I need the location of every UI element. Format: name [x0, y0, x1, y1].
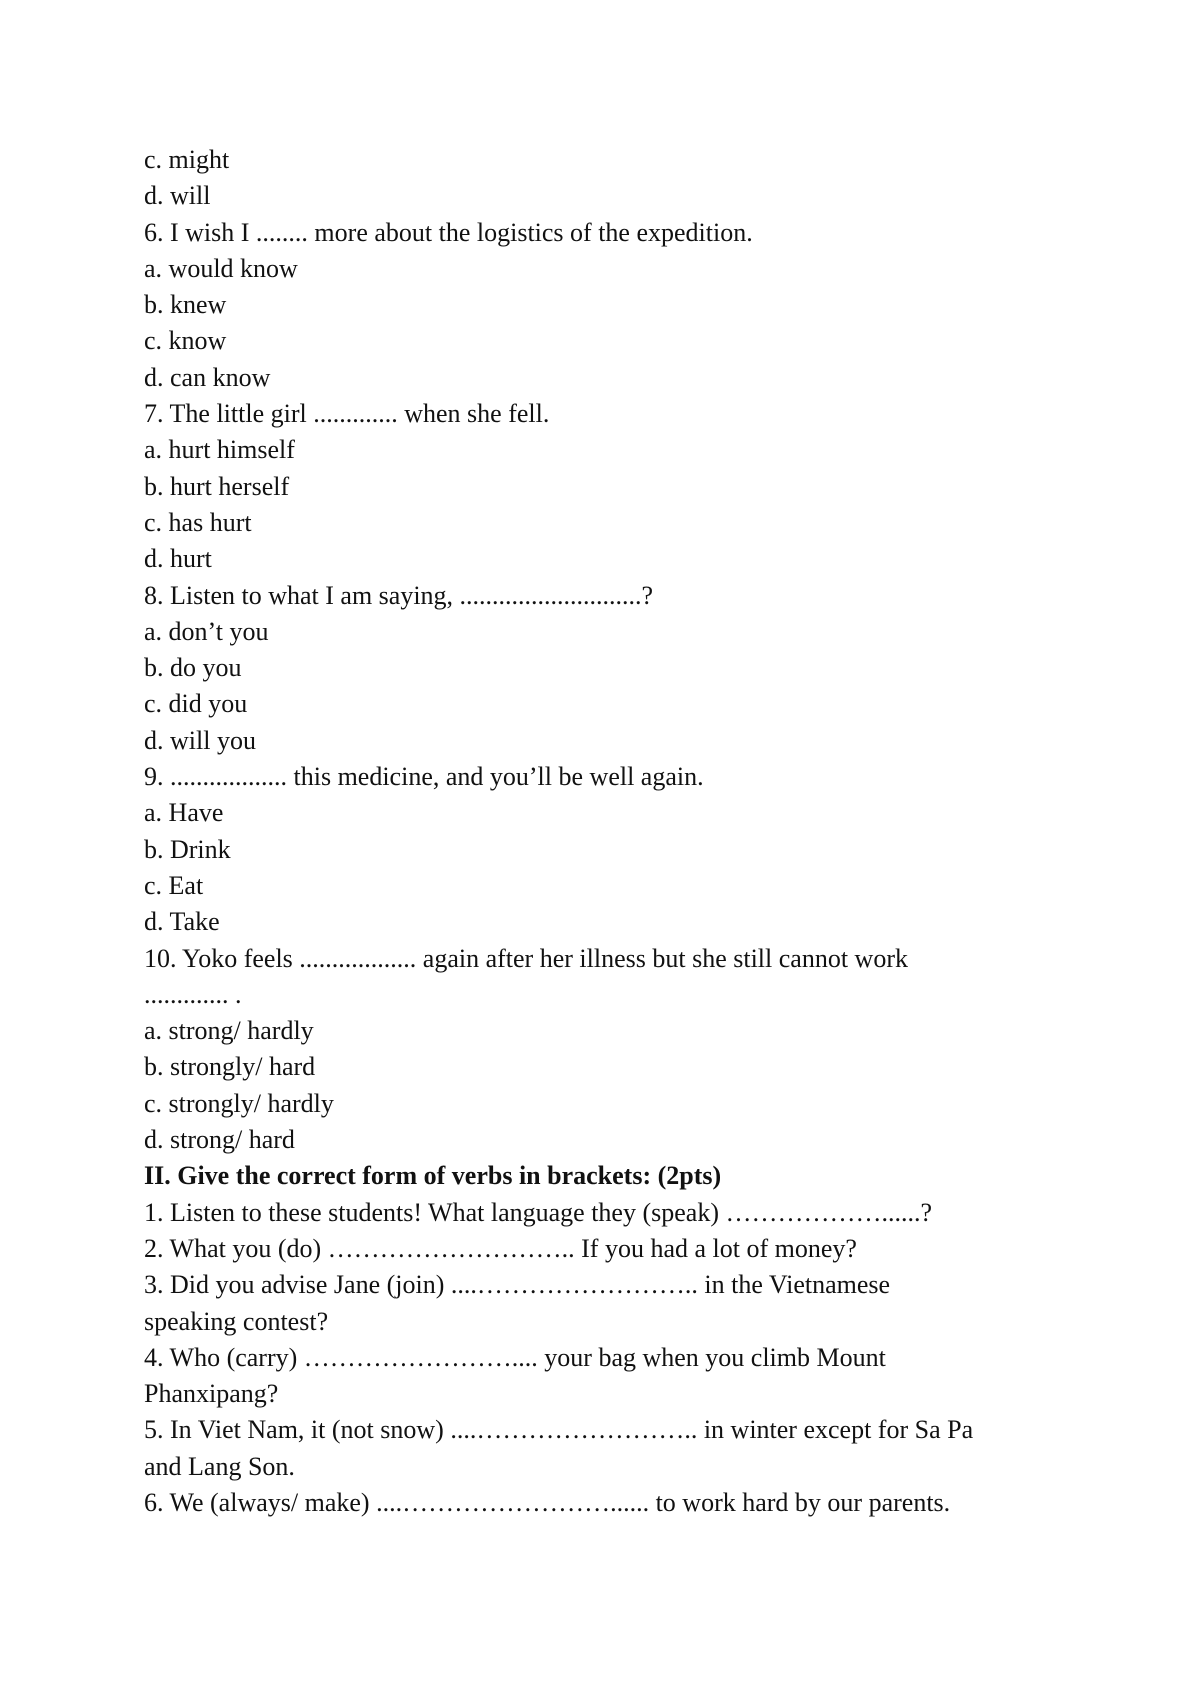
question-6: 6. I wish I ........ more about the logistics of the expedition.	[144, 217, 753, 247]
option-b-q10: b. strongly/ hard	[144, 1052, 316, 1082]
option-b-q7: b. hurt herself	[144, 471, 290, 501]
question-7: 7. The little girl ............. when she fell.	[144, 399, 550, 429]
verb-exercise-5-continued: and Lang Son.	[144, 1451, 295, 1481]
verb-exercise-1: 1. Listen to these students! What language they (speak) ………………......?	[144, 1197, 933, 1227]
option-c-q10: c. strongly/ hardly	[144, 1088, 334, 1118]
verb-exercise-3: 3. Did you advise Jane (join) ....…………………….. in the Vietnamese	[144, 1270, 891, 1300]
option-a-q10: a. strong/ hardly	[144, 1016, 314, 1046]
section-heading: II. Give the correct form of verbs in brackets: (2pts)	[144, 1161, 722, 1191]
option-d-q10: d. strong/ hard	[144, 1125, 295, 1155]
option-c-q5: c. might	[144, 145, 230, 174]
option-c-q8: c. did you	[144, 689, 248, 719]
verb-exercise-4-continued: Phanxipang?	[144, 1379, 279, 1409]
option-d-q6: d. can know	[144, 362, 271, 392]
option-a-q8: a. don’t you	[144, 616, 269, 646]
question-10: 10. Yoko feels .................. again after her illness but she still cannot work	[144, 943, 908, 973]
option-c-q6: c. know	[144, 326, 227, 356]
document-page	[144, 142, 1044, 1521]
option-a-q9: a. Have	[144, 798, 224, 828]
option-c-q9: c. Eat	[144, 870, 204, 900]
option-b-q6: b. knew	[144, 290, 227, 320]
option-b-q8: b. do you	[144, 653, 242, 683]
option-b-q9: b. Drink	[144, 834, 231, 864]
verb-exercise-3-continued: speaking contest?	[144, 1306, 329, 1336]
option-d-q5: d. will	[144, 181, 211, 211]
question-10-continued: ............. .	[144, 979, 242, 1009]
verb-exercise-2: 2. What you (do) ……………………….. If you had a lot of money?	[144, 1233, 857, 1263]
option-a-q7: a. hurt himself	[144, 435, 295, 465]
verb-exercise-4: 4. Who (carry) …………………….... your bag when you climb Mount	[144, 1342, 886, 1372]
question-8: 8. Listen to what I am saying, ............................?	[144, 580, 654, 610]
option-d-q7: d. hurt	[144, 544, 212, 574]
question-9: 9. .................. this medicine, and you’ll be well again.	[144, 762, 704, 792]
option-d-q9: d. Take	[144, 907, 220, 937]
option-d-q8: d. will you	[144, 725, 256, 755]
option-a-q6: a. would know	[144, 253, 298, 283]
verb-exercise-5: 5. In Viet Nam, it (not snow) ....…………………….. in winter except for Sa Pa	[144, 1415, 974, 1445]
option-c-q7: c. has hurt	[144, 507, 252, 537]
verb-exercise-6: 6. We (always/ make) ....……………………...... to work hard by our parents.	[144, 1487, 951, 1517]
